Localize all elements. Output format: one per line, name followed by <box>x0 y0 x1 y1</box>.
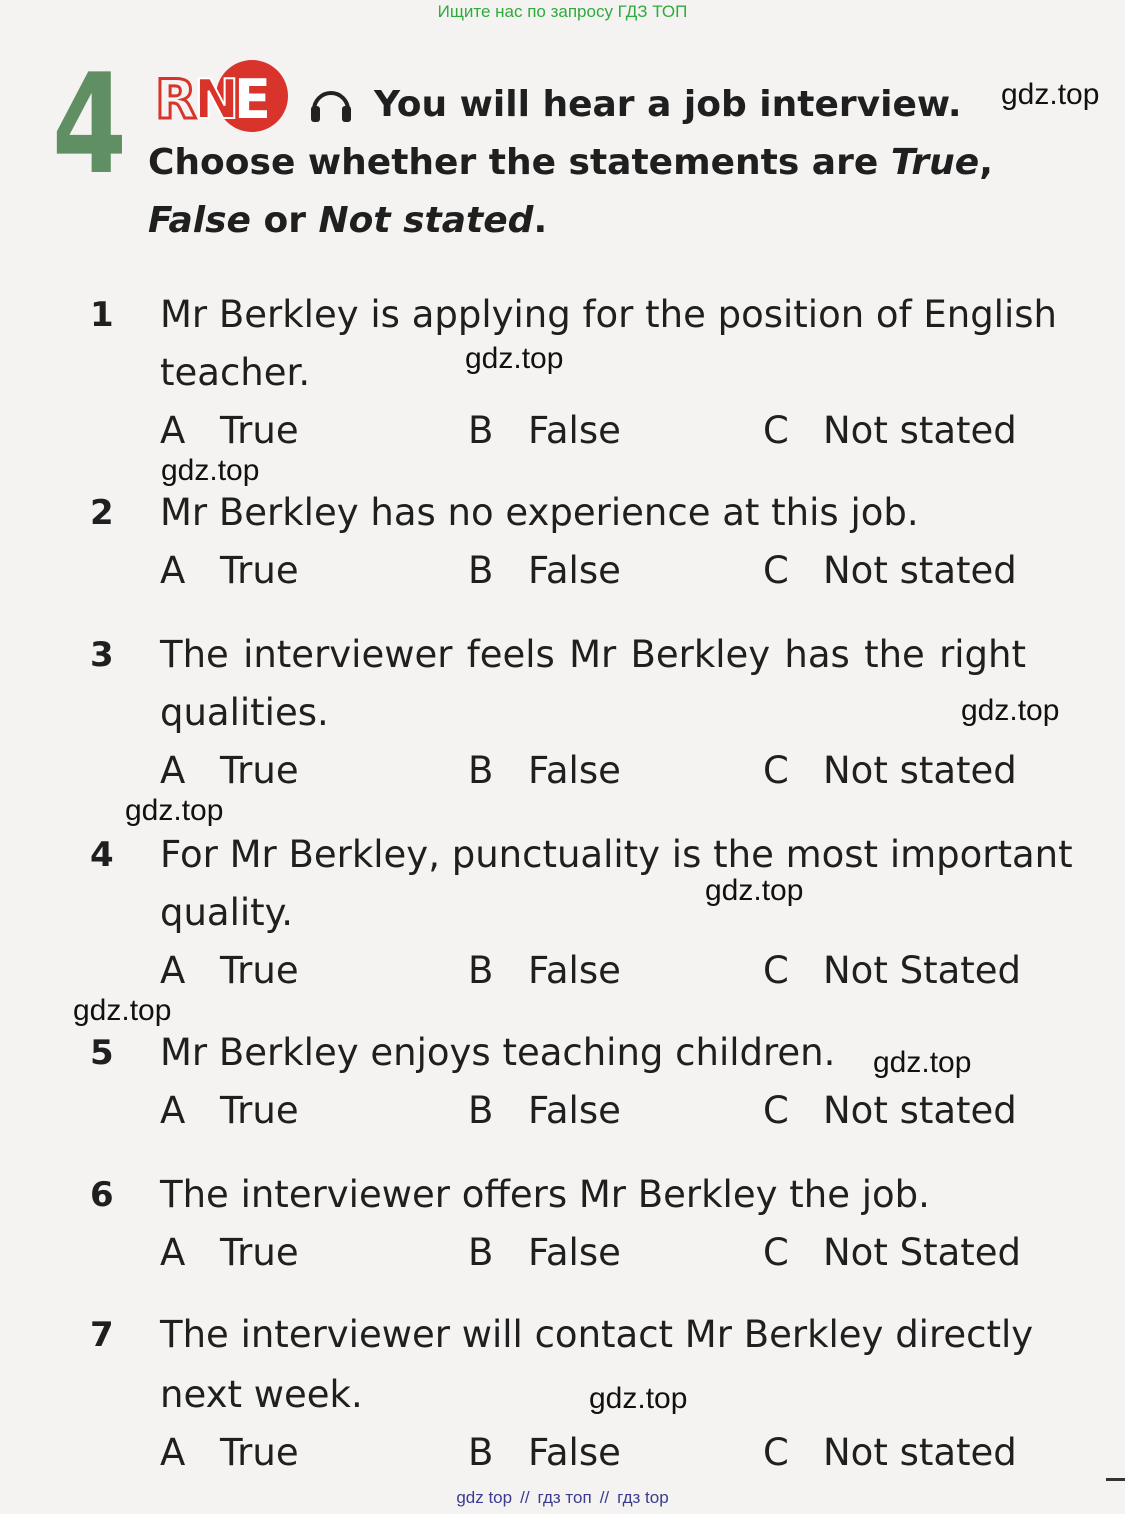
question-7-option-c[interactable]: C Not stated <box>763 1431 1017 1474</box>
svg-text:E: E <box>234 68 271 131</box>
instruction-line-3: False or Not stated. <box>148 200 548 241</box>
question-2-text: Mr Berkley has no experience at this job. <box>160 491 919 534</box>
page-edge-mark <box>1106 1478 1125 1481</box>
svg-text:N: N <box>194 68 240 131</box>
question-7-option-a[interactable]: A True <box>160 1431 299 1474</box>
question-4-text-cont: quality. <box>160 891 294 934</box>
question-6-number: 6 <box>90 1175 114 1215</box>
question-4-option-b[interactable]: B False <box>468 949 621 992</box>
svg-text:R: R <box>155 68 197 131</box>
question-6-option-b[interactable]: B False <box>468 1231 621 1274</box>
question-5-option-b[interactable]: B False <box>468 1089 621 1132</box>
question-5-option-c[interactable]: C Not stated <box>763 1089 1017 1132</box>
question-6-option-c[interactable]: C Not Stated <box>763 1231 1022 1274</box>
footer-note: gdz top // гдз топ // гдз top <box>456 1488 669 1507</box>
exercise-number: 4 <box>52 44 127 205</box>
watermark: gdz.top <box>161 454 260 487</box>
watermark: gdz.top <box>1001 78 1100 111</box>
watermark: gdz.top <box>465 342 564 375</box>
question-3-option-a[interactable]: A True <box>160 749 299 792</box>
instruction-line-2: Choose whether the statements are True, <box>148 142 993 183</box>
question-5-text: Mr Berkley enjoys teaching children. <box>160 1031 836 1074</box>
watermark: gdz.top <box>589 1382 688 1415</box>
question-1-option-c[interactable]: C Not stated <box>763 409 1017 452</box>
question-4-option-c[interactable]: C Not Stated <box>763 949 1022 992</box>
question-3-number: 3 <box>90 635 114 675</box>
watermark: gdz.top <box>961 694 1060 727</box>
watermark: gdz.top <box>705 874 804 907</box>
question-3-text: The interviewer feels Mr Berkley has the right <box>160 633 1026 676</box>
question-7-option-b[interactable]: B False <box>468 1431 621 1474</box>
question-4-option-a[interactable]: A True <box>160 949 299 992</box>
question-2-option-a[interactable]: A True <box>160 549 299 592</box>
watermark: gdz.top <box>873 1046 972 1079</box>
question-1-text: Mr Berkley is applying for the position of English <box>160 293 1057 336</box>
question-5-option-a[interactable]: A True <box>160 1089 299 1132</box>
question-2-number: 2 <box>90 493 114 533</box>
rne-badge-icon <box>152 58 292 134</box>
question-3-option-b[interactable]: B False <box>468 749 621 792</box>
question-7-number: 7 <box>90 1315 114 1355</box>
headphones-icon <box>308 80 354 126</box>
question-3-option-c[interactable]: C Not stated <box>763 749 1017 792</box>
question-1-option-b[interactable]: B False <box>468 409 621 452</box>
watermark: gdz.top <box>73 994 172 1027</box>
header-note: Ищите нас по запросу ГДЗ ТОП <box>437 2 688 21</box>
question-1-number: 1 <box>90 295 114 335</box>
question-4-text: For Mr Berkley, punctuality is the most important <box>160 833 1073 876</box>
question-6-text: The interviewer offers Mr Berkley the job. <box>160 1173 930 1216</box>
question-1-text-cont: teacher. <box>160 351 311 394</box>
question-7-text-cont: next week. <box>160 1373 363 1416</box>
question-4-number: 4 <box>90 835 114 875</box>
question-5-number: 5 <box>90 1033 114 1073</box>
question-6-option-a[interactable]: A True <box>160 1231 299 1274</box>
question-2-option-b[interactable]: B False <box>468 549 621 592</box>
question-2-option-c[interactable]: C Not stated <box>763 549 1017 592</box>
question-7-text: The interviewer will contact Mr Berkley directly <box>160 1313 1034 1356</box>
question-3-text-cont: qualities. <box>160 691 329 734</box>
watermark: gdz.top <box>125 794 224 827</box>
question-1-option-a[interactable]: A True <box>160 409 299 452</box>
instruction-line-1: You will hear a job interview. <box>374 84 962 125</box>
